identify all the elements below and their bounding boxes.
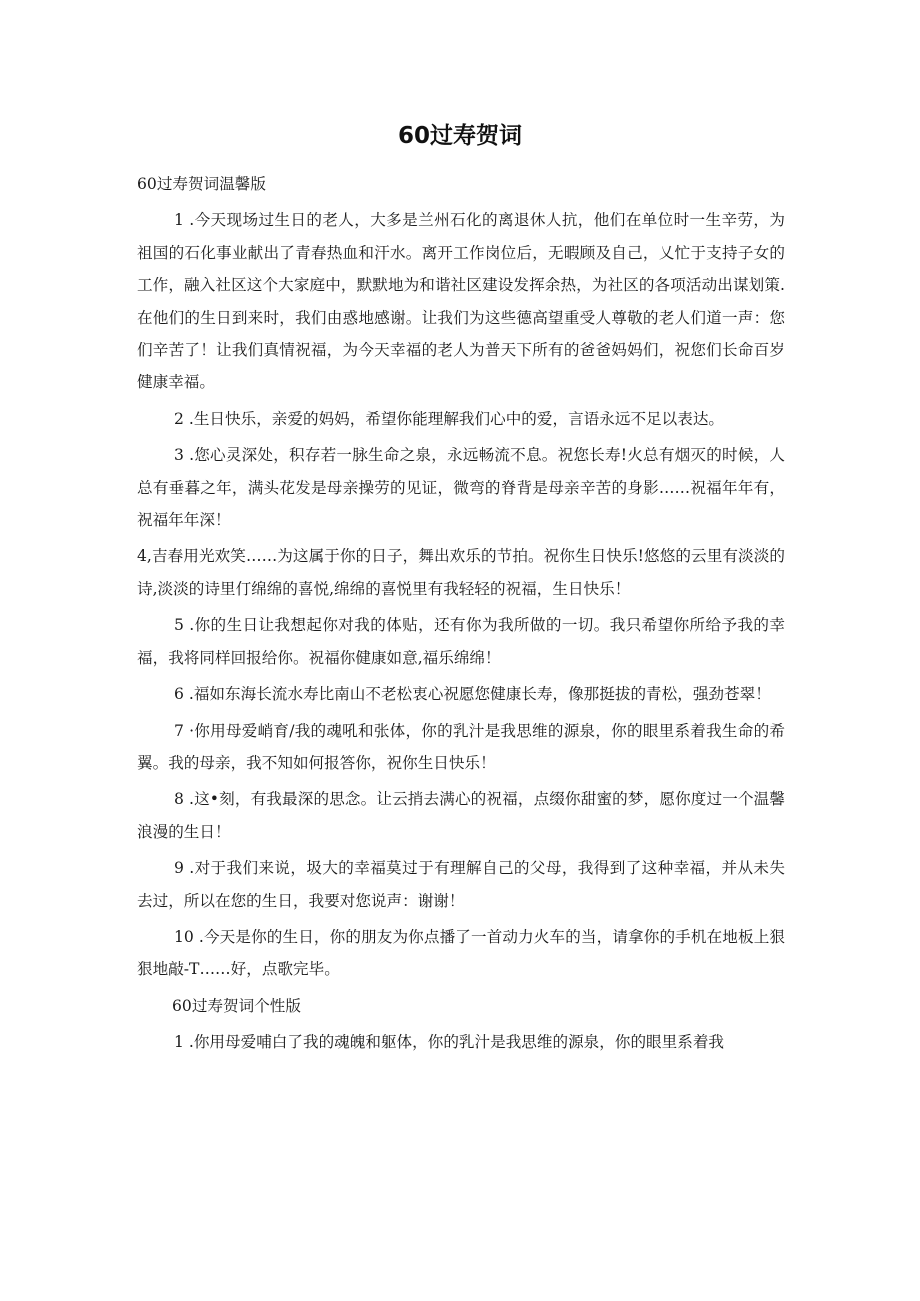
list-item: 9 .对于我们来说，圾大的幸福莫过于有理解自己的父母，我得到了这种幸福，并从未失去过，所以在您的生日，我要对您说声：谢谢！	[137, 859, 785, 910]
list-item: 6 .福如东海长流水寿比南山不老松衷心祝愿您健康长寿，像那挺拔的青松，强劲苍翠！	[174, 685, 771, 704]
document-body	[137, 168, 785, 1063]
section-heading: 60过寿贺词温馨版	[137, 175, 266, 193]
document-title: 60过寿贺词	[397, 123, 522, 149]
section-heading: 60过寿贺词个性版	[172, 996, 301, 1015]
list-item: 10 .今天是你的生日，你的朋友为你点播了一首动力火车的当，请拿你的手机在地板上狠狠地敲-T……好，点歌完毕。	[137, 927, 785, 979]
list-item: 7 ·你用母爱峭育/我的魂吼和张体，你的乳汁是我思维的源泉，你的眼里系着我生命的希翼。我的母亲，我不知如何报答你，祝你生日快乐！	[137, 721, 785, 772]
list-item: 4,吉春用光欢笑……为这属于你的日子，舞出欢乐的节拍。祝你生日快乐!悠悠的云里有淡淡的诗,淡淡的诗里仃绵绵的喜悦,绵绵的喜悦里有我轻轻的祝福，生日快乐！	[137, 547, 785, 598]
list-item: 5 .你的生日让我想起你对我的体贴，还有你为我所做的一切。我只希望你所给予我的幸福，我将同样回报给你。祝福你健康如意,福乐绵绵！	[137, 616, 785, 667]
list-item: 1 .今天现场过生日的老人，大多是兰州石化的离退休人抗，他们在单位时一生辛劳，为祖国的石化事业献出了青春热血和汗水。离开工作岗位后，无暇顾及自己，乂忙于支持子女的工作，融入社区这个大家庭中，默默地为和谐社区建设发挥余热，为社区的各项活动出谋划策.在他们的生日到来时，我们由惑地感谢。让我们为这些德高望重受人尊敬的老人们道一声：您们辛苦了！让我们真情祝福，为今天幸福的老人为普天下所有的爸爸妈妈们，祝您们长命百岁健康幸福。	[137, 211, 785, 392]
list-item: 2 .生日快乐，亲爱的妈妈，希望你能理解我们心中的爱，言语永远不足以表达。	[174, 409, 725, 428]
list-item: 1 .你用母爱哺白了我的魂魄和躯体，你的乳汁是我思维的源泉，你的眼里系着我	[174, 1033, 725, 1052]
list-item: 8 .这•刻，有我最深的思念。让云捎去满心的祝福，点缀你甜蜜的梦，愿你度过一个温馨浪漫的生日！	[137, 790, 785, 841]
list-item: 3 .您心灵深处，积存若一脉生命之泉，永远畅流不息。祝您长寿!火总有烟灭的时候，人总有垂暮之年，满头花发是母亲操劳的见证，微弯的脊背是母亲辛苦的身影……祝福年年有，祝福年年深！	[137, 446, 785, 530]
